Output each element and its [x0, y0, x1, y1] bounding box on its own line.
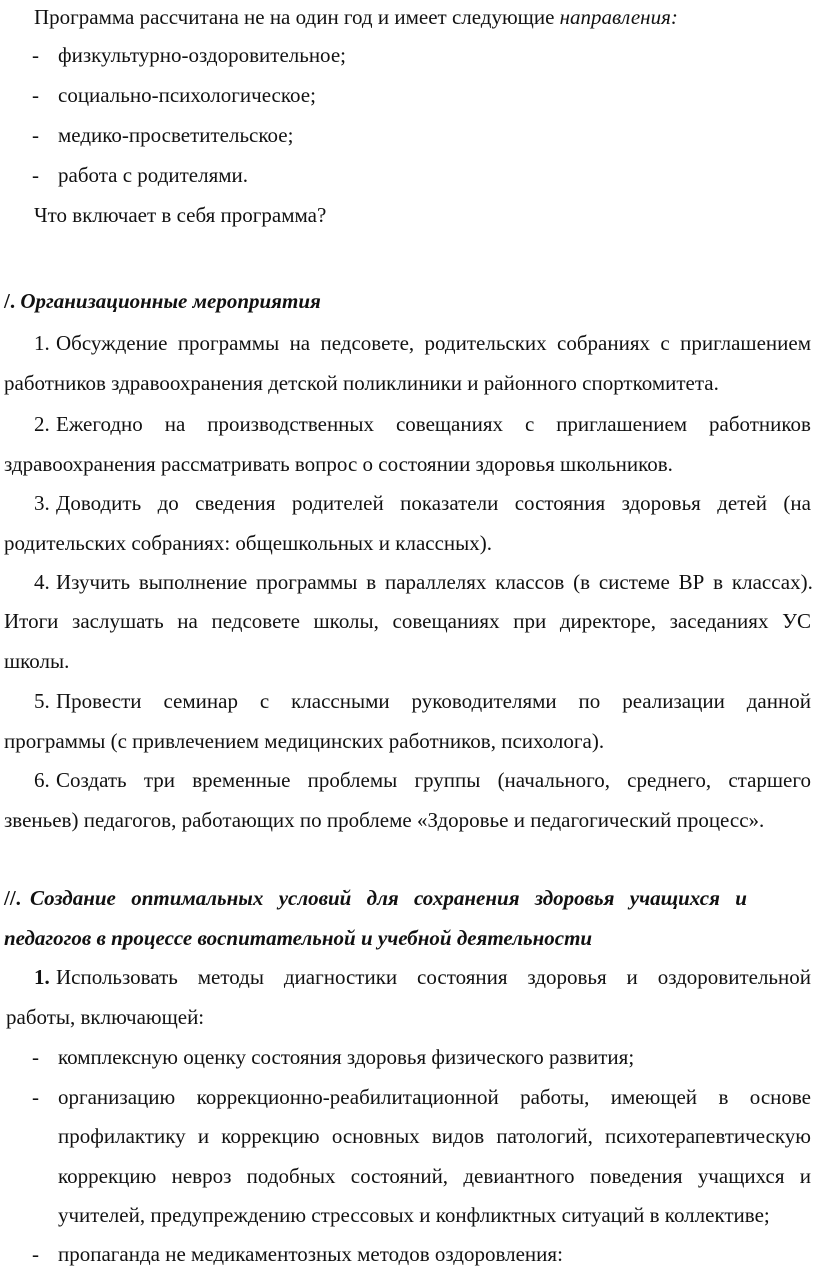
word: Изучить: [56, 570, 131, 594]
word: в: [718, 1085, 729, 1109]
word: имеющей: [610, 1085, 698, 1109]
word: невроз: [171, 1164, 232, 1188]
bullet-line: [58, 1084, 811, 1110]
word: среднего,: [627, 768, 712, 792]
word: организацию: [58, 1085, 176, 1109]
section-title-continuation: педагогов в процессе воспитательной и учебной деятельности: [4, 926, 593, 950]
item-number: 2.: [34, 412, 50, 436]
word: состояния: [417, 965, 508, 989]
word: временные: [192, 768, 291, 792]
word: сохранения: [414, 886, 520, 910]
word: на: [164, 412, 186, 436]
item-first-line: [56, 490, 811, 516]
word: проблемы: [307, 768, 398, 792]
item-number: 1.: [34, 965, 50, 989]
word: педсовете: [211, 609, 300, 633]
word: с: [524, 412, 535, 436]
word: старшего: [728, 768, 811, 792]
word: собраниях: [557, 331, 651, 355]
word: семинар: [163, 689, 238, 713]
item-continuation-justified: [4, 608, 811, 634]
intro-italic-text: направления:: [559, 5, 678, 29]
word: и: [735, 886, 747, 910]
bullet-line: [58, 1123, 811, 1149]
bullet-item: комплексную оценку состояния здоровья физического развития;: [58, 1045, 635, 1069]
intro-text: Программа рассчитана не на один год и имеет следующие: [34, 5, 560, 29]
word: приглашением: [556, 412, 688, 436]
item-number: 3.: [34, 491, 50, 515]
word: приглашением: [680, 331, 811, 355]
word: Провести: [56, 689, 142, 713]
item-first-line: [56, 767, 811, 793]
dash-marker: -: [32, 1242, 39, 1266]
item-continuation: родительских собраниях: общешкольных и классных).: [4, 531, 493, 555]
item-continuation: звеньев) педагогов, работающих по проблеме «Здоровье и педагогический процесс».: [4, 808, 765, 832]
word: Использовать: [56, 965, 178, 989]
word: сведения: [195, 491, 276, 515]
word: учащихся: [697, 1164, 785, 1188]
section-heading: [4, 288, 321, 314]
word: Создание: [30, 886, 116, 910]
word: директоре,: [559, 609, 656, 633]
word: родителей: [291, 491, 384, 515]
word: здоровья: [534, 886, 615, 910]
word: классными: [291, 689, 390, 713]
dash-marker: -: [32, 1045, 39, 1069]
word: классов: [495, 570, 565, 594]
word: на: [177, 609, 198, 633]
word: (в: [573, 570, 591, 594]
section-title: Организационные мероприятия: [20, 289, 321, 313]
word: (начального,: [497, 768, 610, 792]
word: Доводить: [56, 491, 142, 515]
word: УС: [782, 609, 811, 633]
word: коррекцию: [58, 1164, 157, 1188]
word: параллелях: [384, 570, 487, 594]
word: и: [626, 965, 638, 989]
word: коррекционно-реабилитационной: [196, 1085, 499, 1109]
item-number: 6.: [34, 768, 50, 792]
word: учащихся: [629, 886, 720, 910]
direction-item: физкультурно-оздоровительное;: [58, 43, 346, 67]
item-number: 4.: [34, 570, 50, 594]
word: Итоги: [4, 609, 59, 633]
direction-item: медико-просветительское;: [58, 123, 294, 147]
item-number: 5.: [34, 689, 50, 713]
word: работников: [709, 412, 811, 436]
word: классах).: [731, 570, 813, 594]
word: совещаниях: [395, 412, 504, 436]
word: школы,: [313, 609, 379, 633]
word: программы: [256, 570, 358, 594]
direction-item: социально-психологическое;: [58, 83, 316, 107]
word: по: [578, 689, 601, 713]
word: педсовете,: [320, 331, 415, 355]
dash-marker: -: [32, 43, 39, 67]
word: в: [713, 570, 724, 594]
section-marker: //.: [4, 886, 21, 910]
section-title-line: [30, 885, 747, 911]
item-first-line: [56, 411, 811, 437]
item-first-line: [56, 569, 813, 595]
word: системе: [598, 570, 670, 594]
item-first-line: [56, 688, 811, 714]
word: работы,: [520, 1085, 590, 1109]
dash-marker: -: [32, 1085, 39, 1109]
word: при: [513, 609, 547, 633]
word: в: [366, 570, 377, 594]
direction-item: работа с родителями.: [58, 163, 249, 187]
word: поведения: [589, 1164, 683, 1188]
word: и: [197, 1124, 210, 1148]
item-number: 1.: [34, 331, 50, 355]
word: заслушать: [72, 609, 164, 633]
word: диагностики: [283, 965, 398, 989]
word: основе: [749, 1085, 811, 1109]
word: показатели: [400, 491, 499, 515]
dash-marker: -: [32, 83, 39, 107]
word: подобных: [246, 1164, 336, 1188]
word: для: [366, 886, 399, 910]
word: состояния: [514, 491, 606, 515]
word: три: [143, 768, 175, 792]
word: (на: [783, 491, 811, 515]
word: девиантного: [463, 1164, 575, 1188]
word: до: [157, 491, 179, 515]
item-continuation: здравоохранения рассматривать вопрос о состоянии здоровья школьников.: [4, 452, 673, 476]
word: Создать: [56, 768, 127, 792]
word: психотерапевтическую: [605, 1124, 811, 1148]
dash-marker: -: [32, 123, 39, 147]
word: профилактику: [58, 1124, 186, 1148]
item-continuation: работников здравоохранения детской поликлиники и районного спорткомитета.: [4, 371, 719, 395]
section-marker: /.: [4, 289, 16, 313]
intro-line: [34, 4, 678, 30]
word: здоровья: [621, 491, 701, 515]
word: условий: [278, 886, 352, 910]
word: ВР: [678, 570, 705, 594]
word: Ежегодно: [56, 412, 143, 436]
word: детей: [717, 491, 767, 515]
word: Обсуждение: [56, 331, 168, 355]
word: данной: [746, 689, 811, 713]
word: оптимальных: [131, 886, 264, 910]
word: патологий,: [496, 1124, 593, 1148]
word: состояний,: [350, 1164, 449, 1188]
word: группы: [414, 768, 481, 792]
word: на: [289, 331, 311, 355]
word: производственных: [207, 412, 375, 436]
word: выполнение: [138, 570, 248, 594]
word: заседаниях: [669, 609, 769, 633]
word: совещаниях: [392, 609, 500, 633]
word: видов: [431, 1124, 485, 1148]
word: с: [660, 331, 670, 355]
word: руководителями: [411, 689, 557, 713]
word: и: [799, 1164, 811, 1188]
item-continuation: программы (с привлечением медицинских работников, психолога).: [4, 729, 605, 753]
program-question: Что включает в себя программа?: [34, 203, 327, 227]
bullet-line: учителей, предупреждению стрессовых и конфликтных ситуаций в коллективе;: [58, 1203, 770, 1227]
item-first-line: [56, 330, 811, 356]
bullet-item: пропаганда не медикаментозных методов оздоровления:: [58, 1242, 563, 1266]
word: оздоровительной: [657, 965, 811, 989]
dash-marker: -: [32, 163, 39, 187]
word: реализации: [622, 689, 725, 713]
item-first-line: [56, 964, 811, 990]
word: методы: [197, 965, 264, 989]
word: программы: [177, 331, 280, 355]
word: родительских: [424, 331, 547, 355]
word: основных: [331, 1124, 420, 1148]
word: здоровья: [527, 965, 607, 989]
item-continuation: школы.: [4, 649, 70, 673]
word: коррекцию: [221, 1124, 320, 1148]
bullet-line: [58, 1163, 811, 1189]
word: с: [259, 689, 270, 713]
item-continuation: работы, включающей:: [6, 1005, 205, 1029]
